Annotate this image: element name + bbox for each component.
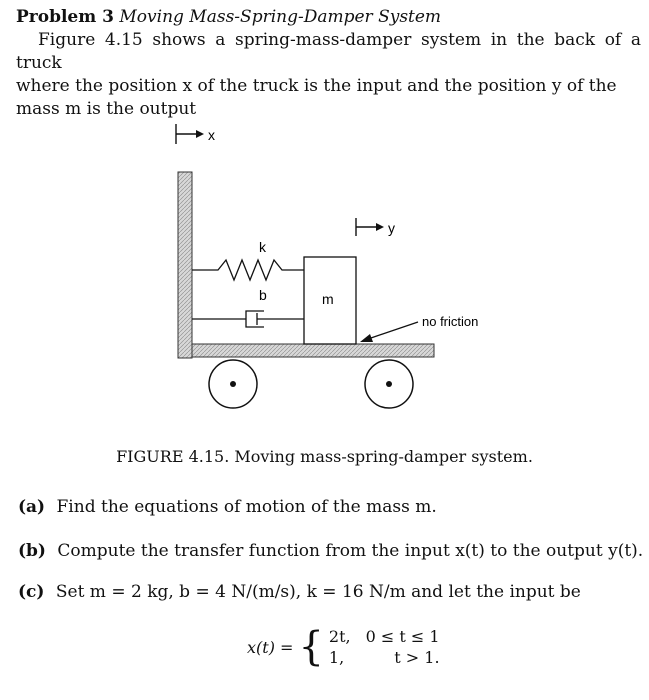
x-position-marker bbox=[176, 124, 204, 144]
question-b bbox=[18, 541, 643, 561]
question-c-text: Set m = 2 kg, b = 4 N/(m/s), k = 16 N/m and let the input be bbox=[55, 582, 581, 602]
case-1-value: 2t, bbox=[328, 627, 351, 646]
question-a-text: Find the equations of motion of the mass m. bbox=[56, 497, 437, 517]
question-b-text: Compute the transfer function from the input x(t) to the output y(t). bbox=[57, 541, 644, 561]
left-brace: { bbox=[298, 624, 324, 670]
y-position-marker bbox=[356, 218, 384, 236]
figure-caption: FIGURE 4.15. Moving mass-spring-damper system. bbox=[116, 447, 533, 466]
damper bbox=[192, 311, 304, 327]
mass-spring-damper-figure bbox=[160, 120, 500, 420]
question-b-tag: (b) bbox=[18, 541, 46, 561]
no-friction-arrow bbox=[360, 322, 418, 342]
input-definition bbox=[246, 626, 441, 668]
problem-title: Moving Mass-Spring-Damper System bbox=[119, 7, 442, 27]
spring bbox=[192, 260, 304, 280]
question-c-tag: (c) bbox=[18, 582, 45, 602]
y-label: y bbox=[388, 220, 395, 236]
case-2-condition: t > 1. bbox=[394, 648, 440, 667]
m-label: m bbox=[322, 291, 334, 307]
no-friction-label: no friction bbox=[422, 314, 479, 329]
truck-wall bbox=[178, 172, 192, 358]
x-label: x bbox=[208, 127, 215, 143]
problem-line-3: mass m is the output bbox=[16, 99, 197, 119]
b-label: b bbox=[259, 287, 267, 303]
right-wheel bbox=[365, 360, 413, 408]
question-c bbox=[18, 582, 581, 602]
truck-bed bbox=[192, 344, 434, 357]
case-2-value: 1, bbox=[328, 648, 345, 667]
question-a-tag: (a) bbox=[18, 497, 46, 517]
problem-line-1: Figure 4.15 shows a spring-mass-damper system in the back of a truck bbox=[16, 30, 641, 73]
input-lhs: x(t) = bbox=[247, 637, 294, 657]
problem-number: Problem 3 bbox=[16, 7, 114, 27]
problem-line-2: where the position x of the truck is the input and the position y of the bbox=[16, 76, 617, 96]
case-1-condition: 0 ≤ t ≤ 1 bbox=[365, 627, 440, 646]
left-wheel bbox=[209, 360, 257, 408]
problem-statement bbox=[16, 6, 641, 121]
k-label: k bbox=[259, 239, 266, 255]
question-a bbox=[18, 497, 437, 517]
